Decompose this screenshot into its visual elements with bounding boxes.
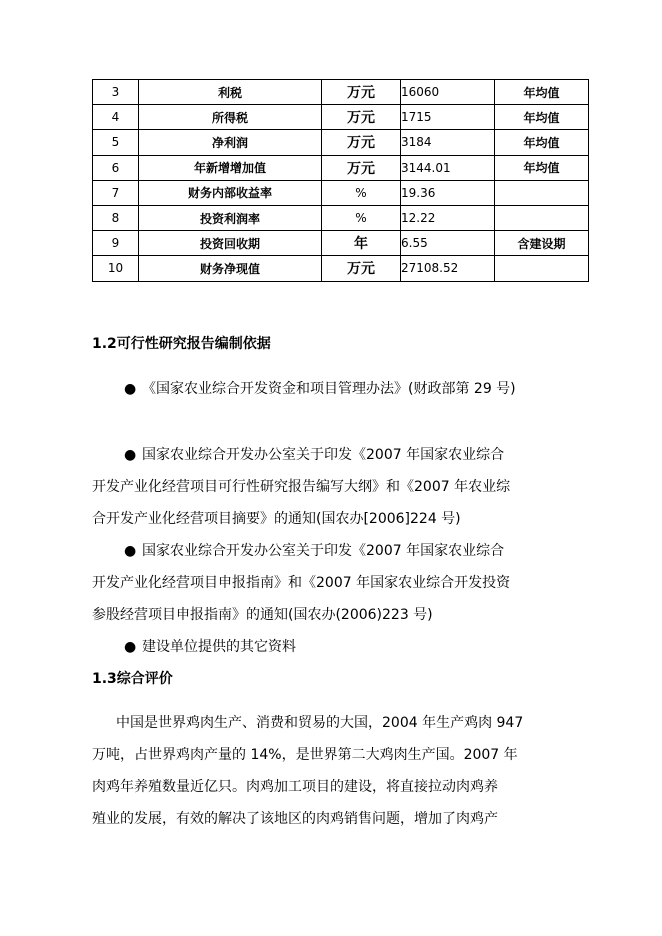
evaluation-line-3: 肉鸡年养殖数量近亿只。肉鸡加工项目的建设，将直接拉动肉鸡养 [92, 779, 498, 795]
cell-note: 年均值 [495, 80, 589, 105]
table-row [93, 130, 589, 155]
cell-item-name: 年新增增加值 [139, 155, 322, 180]
cell-value: 3184 [401, 130, 495, 155]
cell-row-number: 3 [93, 80, 139, 105]
cell-unit: 万元 [322, 155, 401, 180]
cell-note [495, 180, 589, 205]
basis-item-1-text: 《国家农业综合开发资金和项目管理办法》(财政部第 29 号) [142, 381, 516, 397]
evaluation-line-4: 殖业的发展，有效的解决了该地区的肉鸡销售问题，增加了肉鸡产 [92, 811, 498, 827]
cell-row-number: 10 [93, 256, 139, 281]
bullet-icon: ● [124, 543, 137, 559]
cell-item-name: 财务内部收益率 [139, 180, 322, 205]
cell-value: 12.22 [401, 205, 495, 230]
cell-row-number: 5 [93, 130, 139, 155]
section-1-3-title: 1.3综合评价 [92, 671, 173, 687]
basis-item-2-text-1: 国家农业综合开发办公室关于印发《2007 年国家农业综合 [142, 447, 505, 463]
table-row [93, 80, 589, 105]
evaluation-line-2: 万吨，占世界鸡肉产量的 14%，是世界第二大鸡肉生产国。2007 年 [92, 747, 518, 763]
cell-row-number: 8 [93, 205, 139, 230]
cell-value: 3144.01 [401, 155, 495, 180]
section-1-2-title: 1.2可行性研究报告编制依据 [92, 336, 271, 352]
bullet-icon: ● [124, 639, 137, 655]
table-row [93, 180, 589, 205]
table-row [93, 256, 589, 281]
basis-item-1 [124, 378, 516, 398]
cell-unit: 万元 [322, 130, 401, 155]
cell-row-number: 6 [93, 155, 139, 180]
cell-value: 1715 [401, 105, 495, 130]
financial-metrics-table [92, 79, 589, 282]
bullet-icon: ● [124, 447, 137, 463]
cell-value: 6.55 [401, 231, 495, 256]
cell-unit: 万元 [322, 256, 401, 281]
cell-item-name: 所得税 [139, 105, 322, 130]
cell-value: 16060 [401, 80, 495, 105]
cell-item-name: 财务净现值 [139, 256, 322, 281]
cell-note [495, 205, 589, 230]
basis-item-3-line-2: 开发产业化经营项目申报指南》和《2007 年国家农业综合开发投资 [92, 575, 511, 591]
basis-item-2-line-2: 开发产业化经营项目可行性研究报告编写大纲》和《2007 年农业综 [92, 479, 511, 495]
cell-item-name: 投资利润率 [139, 205, 322, 230]
table-row [93, 105, 589, 130]
cell-value: 27108.52 [401, 256, 495, 281]
cell-item-name: 净利润 [139, 130, 322, 155]
basis-item-2-line-1 [124, 444, 504, 464]
bullet-icon: ● [124, 381, 137, 397]
basis-item-3-line-1 [124, 540, 504, 560]
basis-item-4-text: 建设单位提供的其它资料 [142, 639, 296, 655]
cell-unit: % [322, 205, 401, 230]
basis-item-2-line-3: 合开发产业化经营项目摘要》的通知(国农办[2006]224 号) [92, 511, 461, 527]
cell-unit: 年 [322, 231, 401, 256]
metrics-table-body [93, 80, 589, 282]
cell-row-number: 9 [93, 231, 139, 256]
cell-note: 含建设期 [495, 231, 589, 256]
evaluation-line-1: 中国是世界鸡肉生产、消费和贸易的大国，2004 年生产鸡肉 947 [116, 715, 524, 731]
cell-note [495, 256, 589, 281]
table-row [93, 155, 589, 180]
basis-item-3-text-1: 国家农业综合开发办公室关于印发《2007 年国家农业综合 [142, 543, 505, 559]
cell-unit: 万元 [322, 80, 401, 105]
table-row [93, 205, 589, 230]
cell-item-name: 利税 [139, 80, 322, 105]
cell-value: 19.36 [401, 180, 495, 205]
cell-unit: 万元 [322, 105, 401, 130]
cell-row-number: 7 [93, 180, 139, 205]
table-row [93, 231, 589, 256]
cell-row-number: 4 [93, 105, 139, 130]
cell-unit: % [322, 180, 401, 205]
cell-note: 年均值 [495, 130, 589, 155]
cell-note: 年均值 [495, 155, 589, 180]
cell-note: 年均值 [495, 105, 589, 130]
basis-item-3-line-3: 参股经营项目申报指南》的通知(国农办(2006)223 号) [92, 607, 433, 623]
cell-item-name: 投资回收期 [139, 231, 322, 256]
basis-item-4 [124, 636, 296, 656]
